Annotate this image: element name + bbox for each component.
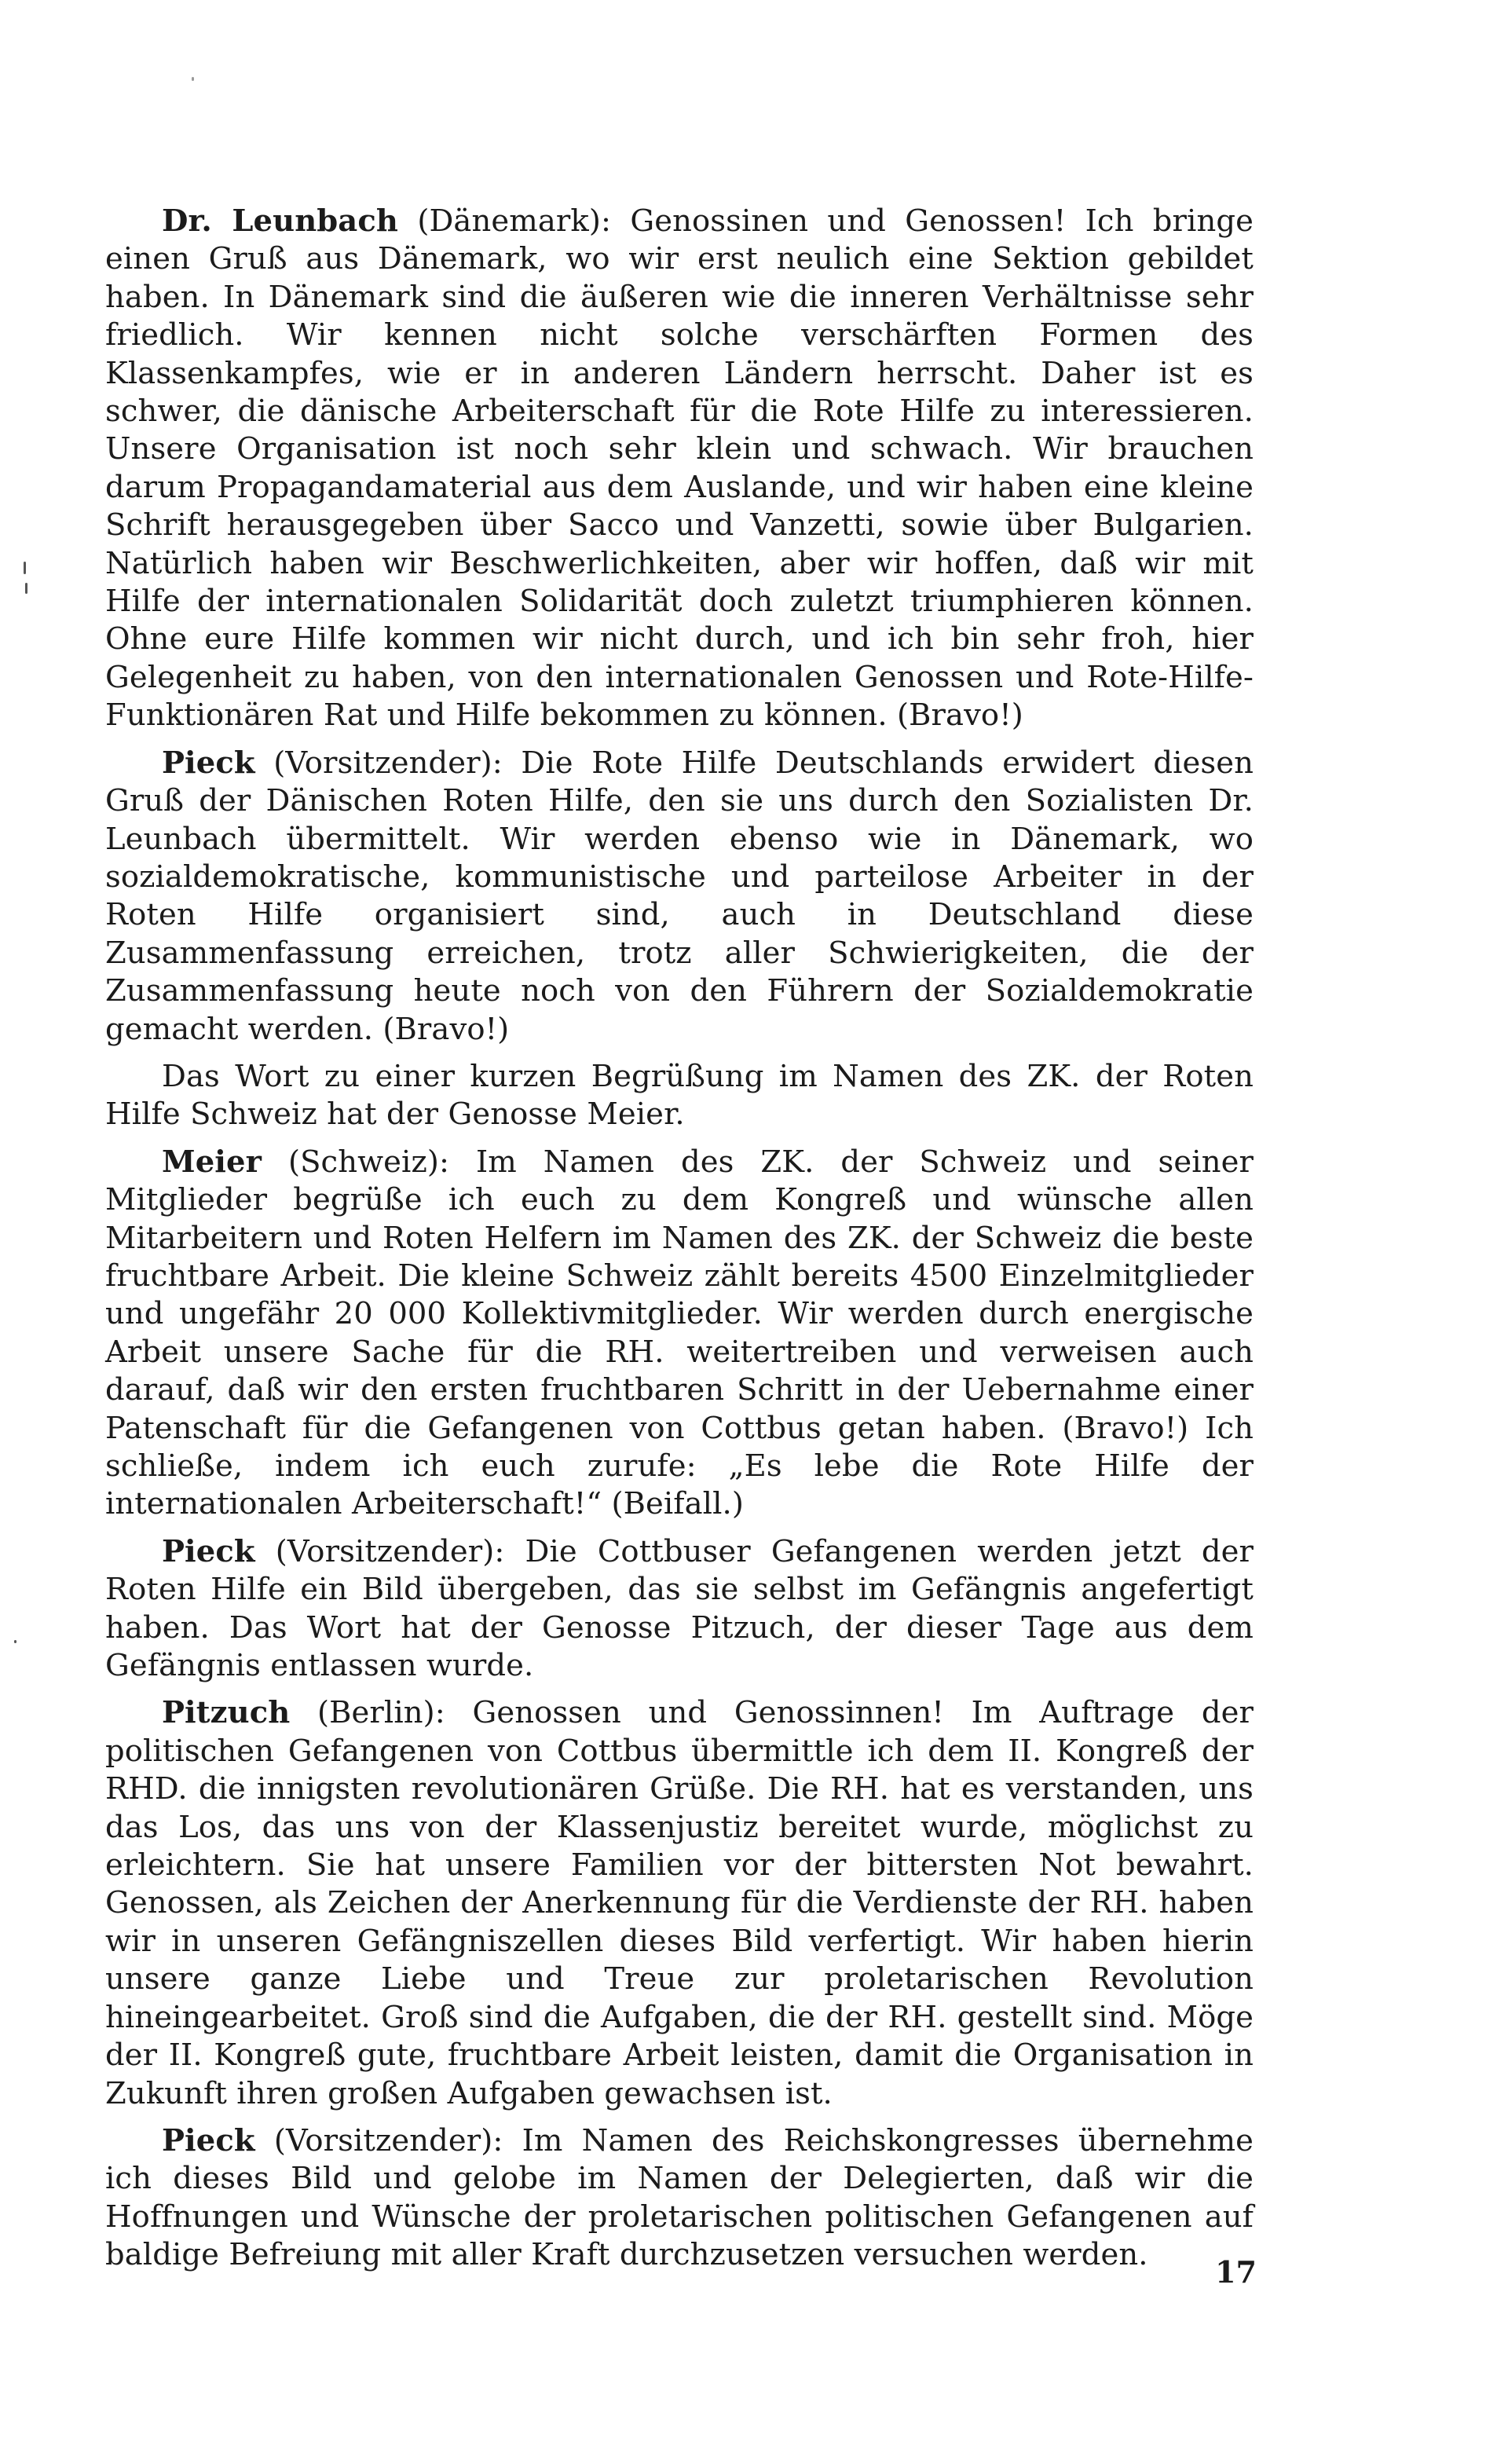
- paragraph-pieck-3: [105, 2122, 1254, 2275]
- scan-mark: [24, 562, 26, 574]
- speech-text: Das Wort zu einer kurzen Begrüßung im Namen des ZK. der Roten Hilfe Schweiz hat der Genosse Meier.: [105, 1058, 1254, 1133]
- speaker-name: Pieck: [162, 2122, 255, 2158]
- speech-text: (Dänemark): Genossinen und Genossen! Ich bringe einen Gruß aus Dänemark, wo wir erst neulich eine Sektion gebildet haben. In Dänemark sind die äußeren wie die inneren Verhältnisse sehr friedlich. Wir kennen nicht solche verschärften Formen des Klassenkampfes, wie er in anderen Ländern herrscht. Daher ist es schwer, die dänische Arbeiterschaft für die Rote Hilfe zu interessieren. Unsere Organisation ist noch sehr klein und schwach. Wir brauchen darum Propagandamaterial aus dem Auslande, und wir haben eine kleine Schrift herausgegeben über Sacco und Vanzetti, sowie über Bulgarien. Natürlich haben wir Beschwerlichkeiten, aber wir hoffen, daß wir mit Hilfe der internationalen Solidarität doch zuletzt triumphieren können. Ohne eure Hilfe kommen wir nicht durch, und ich bin sehr froh, hier Gelegenheit zu haben, von den internationalen Genossen und Rote-Hilfe-Funktionären Rat und Hilfe bekommen zu können. (Bravo!): [105, 203, 1254, 734]
- speaker-name: Dr. Leunbach: [162, 203, 398, 239]
- speech-text: (Vorsitzender): Die Rote Hilfe Deutschlands erwidert diesen Gruß der Dänischen Roten Hilfe, den sie uns durch den Sozialisten Dr. Leunbach übermittelt. Wir werden ebenso wie in Dänemark, wo sozialdemokratische, kommunistische und parteilose Arbeiter in der Roten Hilfe organisiert sind, auch in Deutschland diese Zusammenfassung erreichen, trotz aller Schwierigkeiten, die der Zusammenfassung heute noch von den Führern der Sozialdemokratie gemacht werden. (Bravo!): [105, 745, 1254, 1047]
- speech-text: (Vorsitzender): Im Namen des Reichskongresses übernehme ich dieses Bild und gelobe im Namen der Delegierten, daß wir die Hoffnungen und Wünsche der proletarischen politischen Gefangenen auf baldige Befreiung mit aller Kraft durchzusetzen versuchen werden.: [105, 2122, 1254, 2273]
- speaker-name: Meier: [162, 1144, 262, 1180]
- scan-mark: [25, 583, 27, 594]
- paragraph-announcement: [105, 1058, 1254, 1134]
- speaker-name: Pieck: [162, 1533, 255, 1569]
- paragraph-leunbach: [105, 203, 1254, 735]
- scan-mark: [14, 1640, 16, 1643]
- body-text: [105, 203, 1254, 2275]
- paragraph-meier: [105, 1144, 1254, 1524]
- speaker-name: Pitzuch: [162, 1695, 291, 1731]
- speech-text: (Schweiz): Im Namen des ZK. der Schweiz und seiner Mitglieder begrüße ich euch zu dem Kongreß und wünsche allen Mitarbeitern und Roten Helfern im Namen des ZK. der Schweiz die beste fruchtbare Arbeit. Die kleine Schweiz zählt bereits 4500 Einzelmitglieder und ungefähr 20 000 Kollektivmitglieder. Wir werden durch energische Arbeit unsere Sache für die RH. weitertreiben und verweisen auch darauf, daß wir den ersten fruchtbaren Schritt in der Uebernahme einer Patenschaft für die Gefangenen von Cottbus getan haben. (Bravo!) Ich schließe, indem ich euch zurufe: „Es lebe die Rote Hilfe der internationalen Arbeiterschaft!“ (Beifall.): [105, 1144, 1254, 1522]
- speech-text: (Vorsitzender): Die Cottbuser Gefangenen werden jetzt der Roten Hilfe ein Bild übergeben, das sie selbst im Gefängnis angefertigt haben. Das Wort hat der Genosse Pitzuch, der dieser Tage aus dem Gefängnis entlassen wurde.: [105, 1533, 1254, 1684]
- paragraph-pieck-2: [105, 1533, 1254, 1686]
- paragraph-pitzuch: [105, 1694, 1254, 2112]
- page-number: 17: [1215, 2254, 1257, 2290]
- paragraph-pieck-1: [105, 745, 1254, 1049]
- speech-text: (Berlin): Genossen und Genossinnen! Im Auftrage der politischen Gefangenen von Cottbus übermittle ich dem II. Kongreß der RHD. die innigsten revolutionären Grüße. Die RH. hat es verstanden, uns das Los, das uns von der Klassenjustiz bereitet wurde, möglichst zu erleichtern. Sie hat unsere Familien vor der bittersten Not bewahrt. Genossen, als Zeichen der Anerkennung für die Verdienste der RH. haben wir in unseren Gefängniszellen dieses Bild verfertigt. Wir haben hierin unsere ganze Liebe und Treue zur proletarischen Revolution hineingearbeitet. Groß sind die Aufgaben, die der RH. gestellt sind. Möge der II. Kongreß gute, fruchtbare Arbeit leisten, damit die Organisation in Zukunft ihren großen Aufgaben gewachsen ist.: [105, 1695, 1254, 2111]
- speaker-name: Pieck: [162, 745, 255, 781]
- scan-mark: [192, 77, 194, 81]
